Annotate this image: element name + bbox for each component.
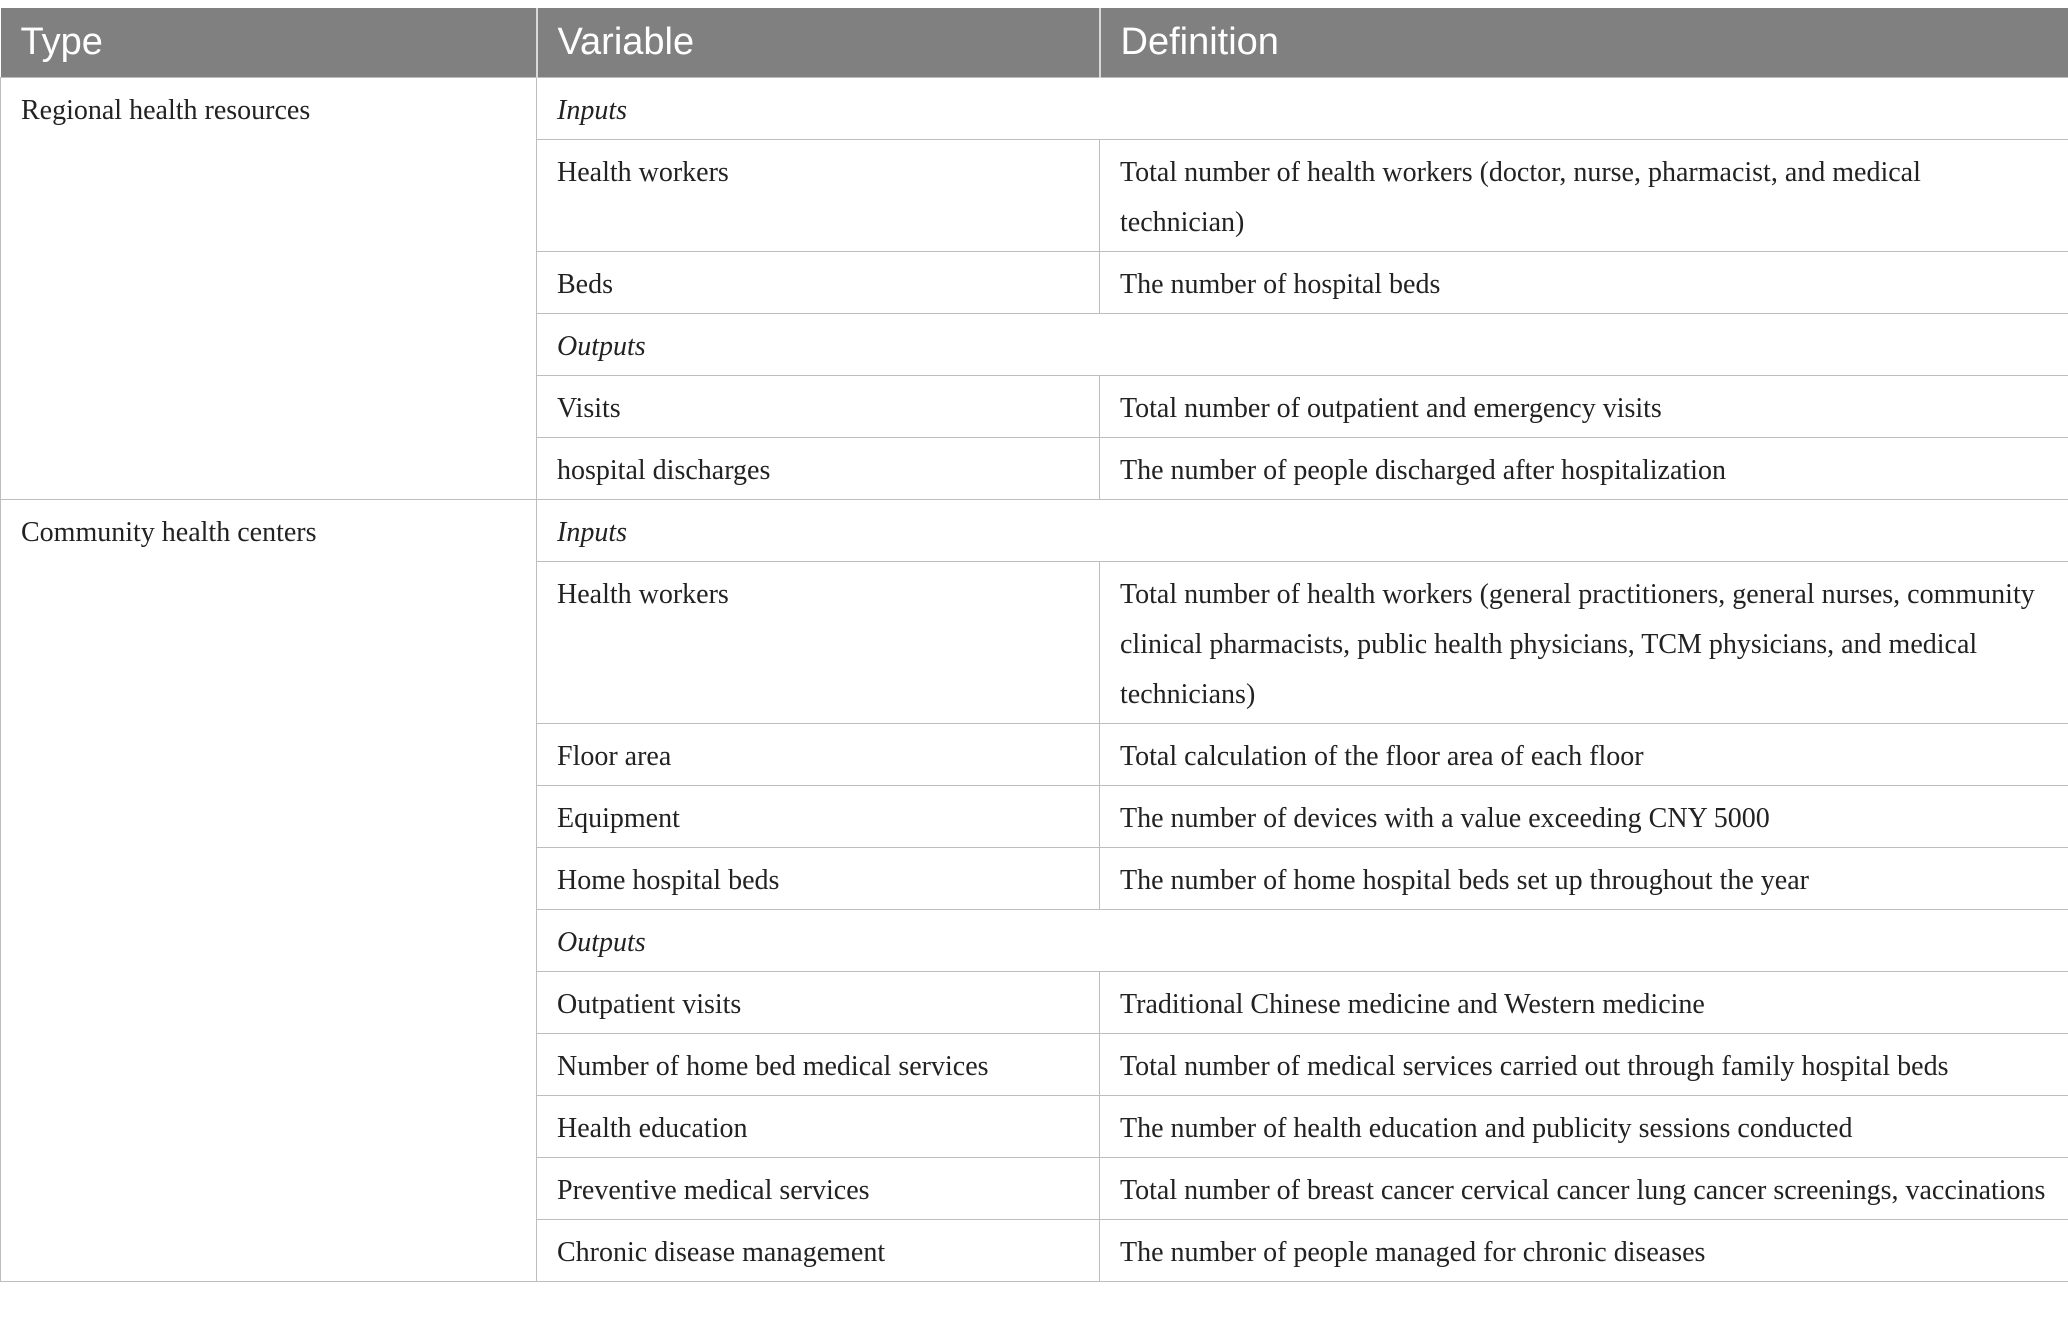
- header-variable: Variable: [537, 8, 1100, 78]
- variable-cell: Home hospital beds: [537, 848, 1100, 910]
- definition-cell: The number of health education and publicity sessions conducted: [1100, 1096, 2068, 1158]
- definition-cell: The number of hospital beds: [1100, 252, 2068, 314]
- variable-cell: Outpatient visits: [537, 972, 1100, 1034]
- variable-cell: Equipment: [537, 786, 1100, 848]
- header-type: Type: [1, 8, 537, 78]
- variable-cell: hospital discharges: [537, 438, 1100, 500]
- section-label: Outputs: [537, 910, 2068, 972]
- definition-cell: Total number of medical services carried out through family hospital beds: [1100, 1034, 2068, 1096]
- definition-cell: The number of devices with a value exceeding CNY 5000: [1100, 786, 2068, 848]
- variables-table-container: [0, 8, 2068, 1282]
- variable-cell: Health workers: [537, 562, 1100, 724]
- section-label: Inputs: [537, 500, 2068, 562]
- section-label: Inputs: [537, 78, 2068, 140]
- definition-cell: Total number of outpatient and emergency visits: [1100, 376, 2068, 438]
- definition-cell: Total number of breast cancer cervical cancer lung cancer screenings, vaccinations: [1100, 1158, 2068, 1220]
- variable-cell: Health education: [537, 1096, 1100, 1158]
- definition-cell: Total calculation of the floor area of each floor: [1100, 724, 2068, 786]
- variable-cell: Floor area: [537, 724, 1100, 786]
- definition-cell: The number of people managed for chronic diseases: [1100, 1220, 2068, 1282]
- variables-table: [0, 8, 2068, 1282]
- table-row: [1, 500, 2068, 562]
- variable-cell: Number of home bed medical services: [537, 1034, 1100, 1096]
- header-definition: Definition: [1100, 8, 2068, 78]
- variable-cell: Visits: [537, 376, 1100, 438]
- type-cell: Community health centers: [1, 500, 537, 1282]
- type-cell: Regional health resources: [1, 78, 537, 500]
- variable-cell: Health workers: [537, 140, 1100, 252]
- definition-cell: Total number of health workers (doctor, nurse, pharmacist, and medical technician): [1100, 140, 2068, 252]
- table-header-row: [1, 8, 2068, 78]
- section-label: Outputs: [537, 314, 2068, 376]
- variable-cell: Preventive medical services: [537, 1158, 1100, 1220]
- definition-cell: The number of people discharged after hospitalization: [1100, 438, 2068, 500]
- definition-cell: Total number of health workers (general practitioners, general nurses, community clinical pharmacists, public health physicians, TCM physicians, and medical technicians): [1100, 562, 2068, 724]
- definition-cell: Traditional Chinese medicine and Western medicine: [1100, 972, 2068, 1034]
- table-row: [1, 78, 2068, 140]
- definition-cell: The number of home hospital beds set up throughout the year: [1100, 848, 2068, 910]
- variable-cell: Beds: [537, 252, 1100, 314]
- variable-cell: Chronic disease management: [537, 1220, 1100, 1282]
- table-body: [1, 78, 2068, 1282]
